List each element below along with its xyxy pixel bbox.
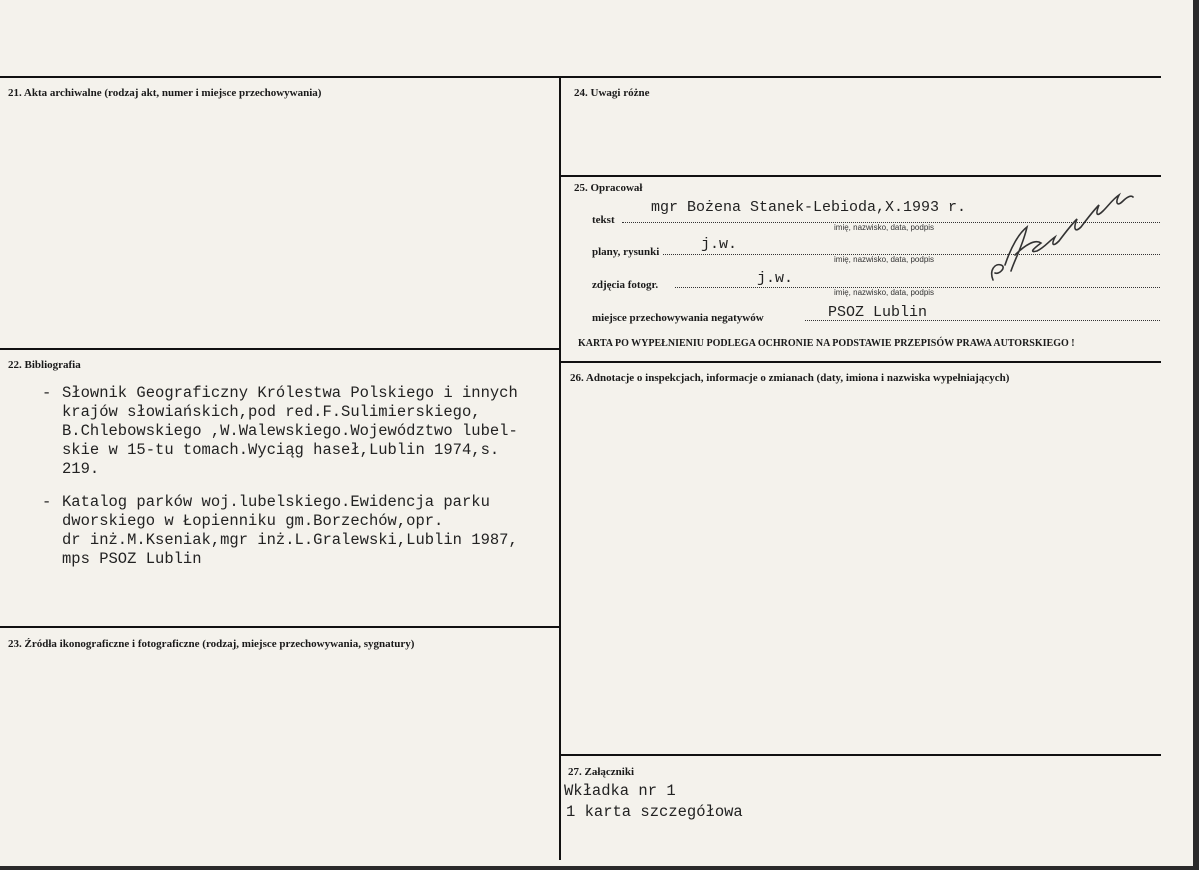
copyright-notice: KARTA PO WYPEŁNIENIU PODLEGA OCHRONIE NA PODSTAWIE PRZEPISÓW PRAWA AUTORSKIEGO ! [578, 338, 1075, 349]
entry-dash: - [42, 493, 52, 511]
divider-22-23 [0, 626, 560, 628]
scan-edge-bottom [0, 866, 1199, 870]
zdjecia-caption: imię, nazwisko, data, podpis [834, 288, 935, 297]
negatywy-value: PSOZ Lublin [828, 304, 928, 321]
bibliography-entry [42, 384, 518, 479]
plany-label: plany, rysunki [592, 246, 660, 258]
section-24-label: 24. Uwagi różne [574, 87, 650, 99]
entry-line: dworskiego w Łopienniku gm.Borzechów,opr. [62, 512, 444, 530]
center-divider [559, 77, 561, 860]
entry-dash: - [42, 384, 52, 402]
section-27-label: 27. Załączniki [568, 766, 635, 778]
zdjecia-value: j.w. [757, 270, 794, 287]
entry-line: Katalog parków woj.lubelskiego.Ewidencja parku [62, 493, 490, 511]
section-25-label: 25. Opracował [574, 182, 643, 194]
divider-26-27 [560, 754, 1161, 756]
section-26-label: 26. Adnotacje o inspekcjach, informacje o zmianach (daty, imiona i nazwiska wypełniających) [570, 372, 1010, 384]
entry-line: skie w 15-tu tomach.Wyciąg haseł,Lublin 1974,s. [62, 441, 500, 459]
tekst-value: mgr Bożena Stanek-Lebioda,X.1993 r. [651, 199, 967, 216]
tekst-caption: imię, nazwisko, data, podpis [834, 223, 935, 232]
entry-line: mps PSOZ Lublin [62, 550, 202, 568]
plany-value: j.w. [701, 236, 738, 253]
divider-21-22 [0, 348, 560, 350]
entry-line: 219. [62, 460, 100, 478]
divider-25-26 [560, 361, 1161, 363]
tekst-label: tekst [592, 214, 615, 226]
scan-edge-right [1193, 0, 1199, 870]
section-23-label: 23. Źródła ikonograficzne i fotograficzne (rodzaj, miejsce przechowywania, sygnatury) [8, 638, 415, 650]
attachment-line-2: 1 karta szczegółowa [566, 803, 743, 821]
entry-line: Słownik Geograficzny Królestwa Polskiego i innych [62, 384, 518, 402]
plany-caption: imię, nazwisko, data, podpis [834, 255, 935, 264]
negatywy-label: miejsce przechowywania negatywów [592, 312, 764, 324]
top-border [0, 76, 1161, 78]
bibliography-entry [42, 493, 518, 569]
bibliography-list [42, 384, 518, 583]
zdjecia-label: zdjęcia fotogr. [592, 279, 659, 291]
handwritten-signature [985, 185, 1135, 285]
attachment-line-1: Wkładka nr 1 [564, 782, 676, 800]
entry-line: krajów słowiańskich,pod red.F.Sulimierskiego, [62, 403, 481, 421]
entry-line: dr inż.M.Kseniak,mgr inż.L.Gralewski,Lublin 1987, [62, 531, 518, 549]
section-22-label: 22. Bibliografia [8, 359, 81, 371]
entry-line: B.Chlebowskiego ,W.Walewskiego.Województwo lubel- [62, 422, 518, 440]
divider-24-25 [560, 175, 1161, 177]
section-21-label: 21. Akta archiwalne (rodzaj akt, numer i miejsce przechowywania) [8, 87, 322, 99]
